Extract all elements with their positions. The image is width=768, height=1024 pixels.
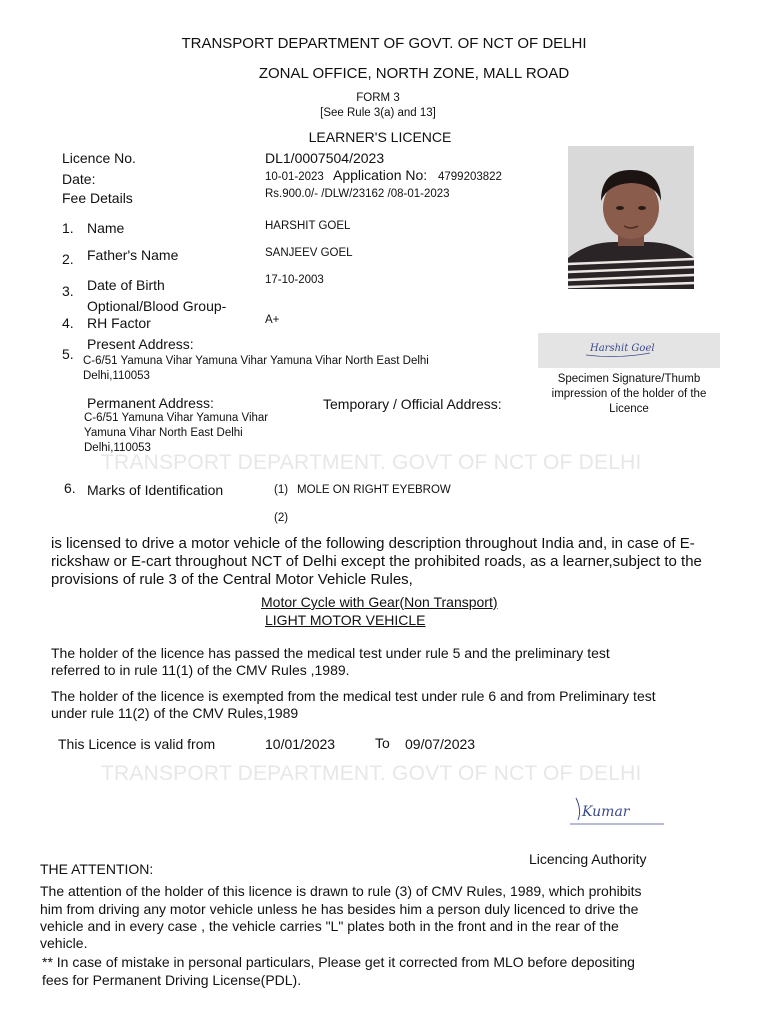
signature-caption xyxy=(534,372,724,417)
blood-group-label-1: Optional/Blood Group- xyxy=(87,298,227,314)
valid-from-label: This Licence is valid from xyxy=(58,736,216,752)
vehicle-class-2: LIGHT MOTOR VEHICLE xyxy=(265,612,426,628)
mark-1-number: (1) xyxy=(274,484,289,496)
licencing-authority-label: Licencing Authority xyxy=(529,851,647,867)
header-line1: TRANSPORT DEPARTMENT OF GOVT. OF NCT OF DELHI xyxy=(181,35,587,52)
watermark-2: TRANSPORT DEPARTMENT. GOVT OF NCT OF DELHI xyxy=(101,762,642,785)
dob-label: Date of Birth xyxy=(87,277,165,293)
attention-line3: vehicle and in every case , the vehicle carries "L" plates both in the front and in the rear of the xyxy=(40,918,619,934)
authority-signature xyxy=(566,786,666,832)
name-label: Name xyxy=(87,220,125,236)
attention-heading: THE ATTENTION: xyxy=(40,861,154,877)
header-zone-wrap xyxy=(0,65,768,82)
licensed-line3: provisions of rule 3 of the Central Motor Vehicle Rules, xyxy=(51,571,413,588)
father-name-label: Father's Name xyxy=(87,247,179,263)
application-label: Application No: xyxy=(333,167,428,183)
attention-line4: vehicle. xyxy=(40,935,88,951)
fee-value: Rs.900.0/- /DLW/23162 /08-01-2023 xyxy=(265,188,450,200)
pdl-note-line1: ** In case of mistake in personal particulars, Please get it corrected from MLO before depositing xyxy=(42,954,635,970)
licence-no-value: DL1/0007504/2023 xyxy=(265,150,385,166)
licence-title: LEARNER'S LICENCE xyxy=(308,129,452,145)
permanent-address-label: Permanent Address: xyxy=(87,395,214,411)
attention-line1: The attention of the holder of this licence is drawn to rule (3) of CMV Rules, 1989, which prohibits xyxy=(40,883,642,899)
field-number-5: 5. xyxy=(62,346,74,362)
licensed-line2: rickshaw or E-cart throughout NCT of Delhi except the prohibited roads, as a learner,subject to the xyxy=(51,553,702,570)
valid-to-value: 09/07/2023 xyxy=(405,736,476,752)
vehicle-class-1: Motor Cycle with Gear(Non Transport) xyxy=(261,594,498,610)
pdl-note-line2: fees for Permanent Driving License(PDL). xyxy=(42,972,302,988)
valid-from-value: 10/01/2023 xyxy=(265,736,336,752)
holder-photo xyxy=(568,146,694,289)
temporary-address-label: Temporary / Official Address: xyxy=(323,396,502,412)
watermark-1: TRANSPORT DEPARTMENT. GOVT OF NCT OF DELHI xyxy=(101,451,642,474)
date-value: 10-01-2023 xyxy=(265,171,324,183)
header-department xyxy=(0,35,768,52)
mark-2-number: (2) xyxy=(274,512,289,524)
signature-caption-line2: impression of the holder of the xyxy=(551,388,707,400)
field-number-6: 6. xyxy=(64,480,76,496)
signature-caption-line1: Specimen Signature/Thumb xyxy=(557,373,701,385)
signature-caption-line3: Licence xyxy=(609,403,649,415)
marks-label: Marks of Identification xyxy=(87,482,224,498)
dob-value: 17-10-2003 xyxy=(265,274,324,286)
specimen-signature-text: Harshit Goel xyxy=(590,343,655,354)
valid-to-label: To xyxy=(375,735,390,751)
permanent-address-line1: C-6/51 Yamuna Vihar Yamuna Vihar xyxy=(84,412,269,424)
date-label: Date: xyxy=(62,171,96,187)
present-address-line2: Delhi,110053 xyxy=(83,370,150,382)
field-number-4: 4. xyxy=(62,315,74,331)
mark-1-value: MOLE ON RIGHT EYEBROW xyxy=(297,484,451,496)
specimen-signature xyxy=(538,333,720,368)
medical-line1b: referred to in rule 11(1) of the CMV Rules ,1989. xyxy=(51,662,350,678)
father-name-value: SANJEEV GOEL xyxy=(265,247,353,259)
permanent-address-line2: Yamuna Vihar North East Delhi xyxy=(84,427,243,439)
present-address-line1: C-6/51 Yamuna Vihar Yamuna Vihar Yamuna Vihar North East Delhi xyxy=(83,355,429,367)
fee-label: Fee Details xyxy=(62,190,133,206)
field-number-3: 3. xyxy=(62,283,74,299)
form-number: FORM 3 xyxy=(356,92,400,104)
field-number-2: 2. xyxy=(62,251,74,267)
licence-no-label: Licence No. xyxy=(62,150,136,166)
authority-signature-text: Kumar xyxy=(582,804,630,820)
medical-line1a: The holder of the licence has passed the medical test under rule 5 and the preliminary test xyxy=(51,645,610,661)
medical-line2b: under rule 11(2) of the CMV Rules,1989 xyxy=(51,705,299,721)
form-rule: [See Rule 3(a) and 13] xyxy=(320,107,436,119)
application-value: 4799203822 xyxy=(438,171,502,183)
present-address-label: Present Address: xyxy=(87,336,194,352)
name-value: HARSHIT GOEL xyxy=(265,220,351,232)
blood-group-label-2: RH Factor xyxy=(87,315,151,331)
permanent-address-line3: Delhi,110053 xyxy=(84,442,151,454)
blood-group-value: A+ xyxy=(265,314,280,326)
medical-line2a: The holder of the licence is exempted from the medical test under rule 6 and from Preliminary test xyxy=(51,688,656,704)
field-number-1: 1. xyxy=(62,220,74,236)
header-line2: ZONAL OFFICE, NORTH ZONE, MALL ROAD xyxy=(258,65,570,82)
licensed-line1: is licensed to drive a motor vehicle of the following description throughout India and, in case of E- xyxy=(51,535,695,552)
attention-line2: him from driving any motor vehicle unless he has besides him a person duly licenced to drive the xyxy=(40,901,639,917)
